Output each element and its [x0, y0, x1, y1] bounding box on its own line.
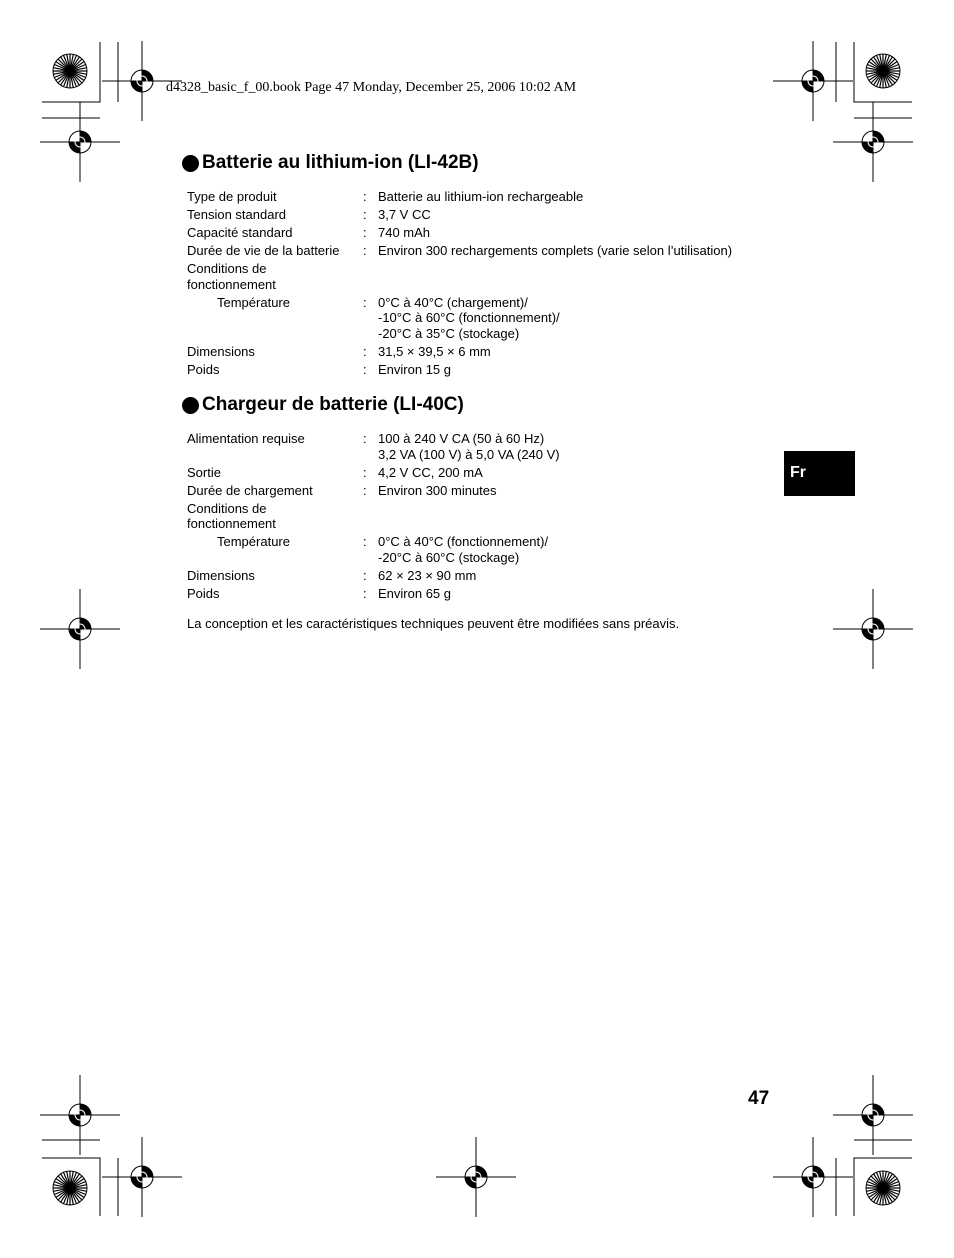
spec-value: 0°C à 40°C (fonctionnement)/ -20°C à 60°C (stockage): [378, 534, 549, 565]
spec-row: [187, 568, 787, 584]
battery-spec-table: [187, 189, 787, 377]
spec-value: 100 à 240 V CA (50 à 60 Hz) 3,2 VA (100 V) à 5,0 VA (240 V): [378, 431, 560, 462]
spec-separator: :: [363, 207, 367, 222]
bullet-icon: [182, 155, 199, 172]
spec-row: [187, 431, 787, 462]
spec-separator: :: [363, 482, 367, 498]
spec-row: [187, 362, 787, 378]
spec-row: [187, 261, 787, 292]
spec-separator: :: [363, 225, 367, 240]
spec-value: 31,5 × 39,5 × 6 mm: [378, 343, 491, 359]
spec-value: 740 mAh: [378, 225, 431, 240]
spec-value: Environ 300 minutes: [378, 482, 497, 498]
spec-label: Type de produit: [187, 189, 277, 204]
spec-value: Environ 15 g: [378, 361, 451, 377]
spec-separator: [480, 261, 495, 292]
spec-row: [187, 189, 787, 205]
spec-row: [187, 243, 787, 259]
spec-label: Tension standard: [187, 207, 287, 222]
spec-label: Poids: [187, 361, 220, 377]
spec-value: 0°C à 40°C (chargement)/ -10°C à 60°C (fonctionnement)/ -20°C à 35°C (stockage): [378, 294, 560, 341]
spec-separator: :: [363, 189, 367, 204]
spec-label: Dimensions: [187, 567, 255, 583]
language-tab: Fr: [784, 451, 855, 496]
spec-label: Dimensions: [187, 343, 255, 359]
spec-row: [187, 344, 787, 360]
spec-value: 3,7 V CC: [378, 207, 431, 222]
spec-value: [495, 261, 788, 292]
spec-row: [187, 586, 787, 602]
spec-label: Poids: [187, 585, 220, 601]
disclaimer-note: La conception et les caractéristiques techniques peuvent être modifiées sans préavis.: [187, 616, 680, 631]
spec-value: Batterie au lithium-ion rechargeable: [378, 189, 584, 204]
spec-row: [187, 465, 787, 481]
spec-content: [187, 150, 787, 604]
spec-value: [495, 501, 788, 532]
spec-value: Environ 300 rechargements complets (varie selon l’utilisation): [378, 243, 733, 258]
book-header-info: d4328_basic_f_00.book Page 47 Monday, December 25, 2006 10:02 AM: [166, 80, 577, 95]
spec-separator: :: [363, 585, 367, 601]
spec-label: Conditions de fonctionnement: [187, 261, 276, 292]
spec-label: Température: [217, 534, 290, 549]
section-title-text: Batterie au lithium-ion (LI-42B): [202, 152, 479, 173]
spec-value: 4,2 V CC, 200 mA: [378, 464, 483, 480]
spec-row: [187, 483, 787, 499]
spec-label: Durée de vie de la batterie: [187, 243, 340, 258]
spec-separator: :: [363, 464, 367, 480]
spec-row: [187, 295, 787, 342]
section-title-text: Chargeur de batterie (LI-40C): [202, 394, 464, 415]
charger-spec-table: [187, 431, 787, 601]
spec-separator: :: [363, 567, 367, 583]
spec-row: [187, 225, 787, 241]
spec-value: 62 × 23 × 90 mm: [378, 567, 477, 583]
spec-separator: :: [363, 534, 367, 549]
spec-row: [187, 501, 787, 532]
spec-label: Durée de chargement: [187, 482, 313, 498]
page-number: 47: [748, 1088, 770, 1109]
section-title-battery: [182, 150, 787, 176]
spec-separator: [480, 501, 495, 532]
section-title-charger: [182, 392, 787, 418]
spec-label: Conditions de fonctionnement: [187, 500, 276, 531]
spec-row: [187, 207, 787, 223]
spec-separator: :: [363, 343, 367, 359]
bullet-icon: [182, 397, 199, 414]
spec-separator: :: [363, 243, 367, 258]
spec-label: Température: [217, 294, 290, 310]
spec-value: Environ 65 g: [378, 585, 451, 601]
spec-label: Alimentation requise: [187, 431, 305, 446]
spec-label: Sortie: [187, 464, 221, 480]
spec-separator: :: [363, 361, 367, 377]
spec-label: Capacité standard: [187, 225, 293, 240]
spec-row: [187, 534, 787, 565]
spec-separator: :: [363, 294, 367, 310]
spec-separator: :: [363, 431, 367, 446]
